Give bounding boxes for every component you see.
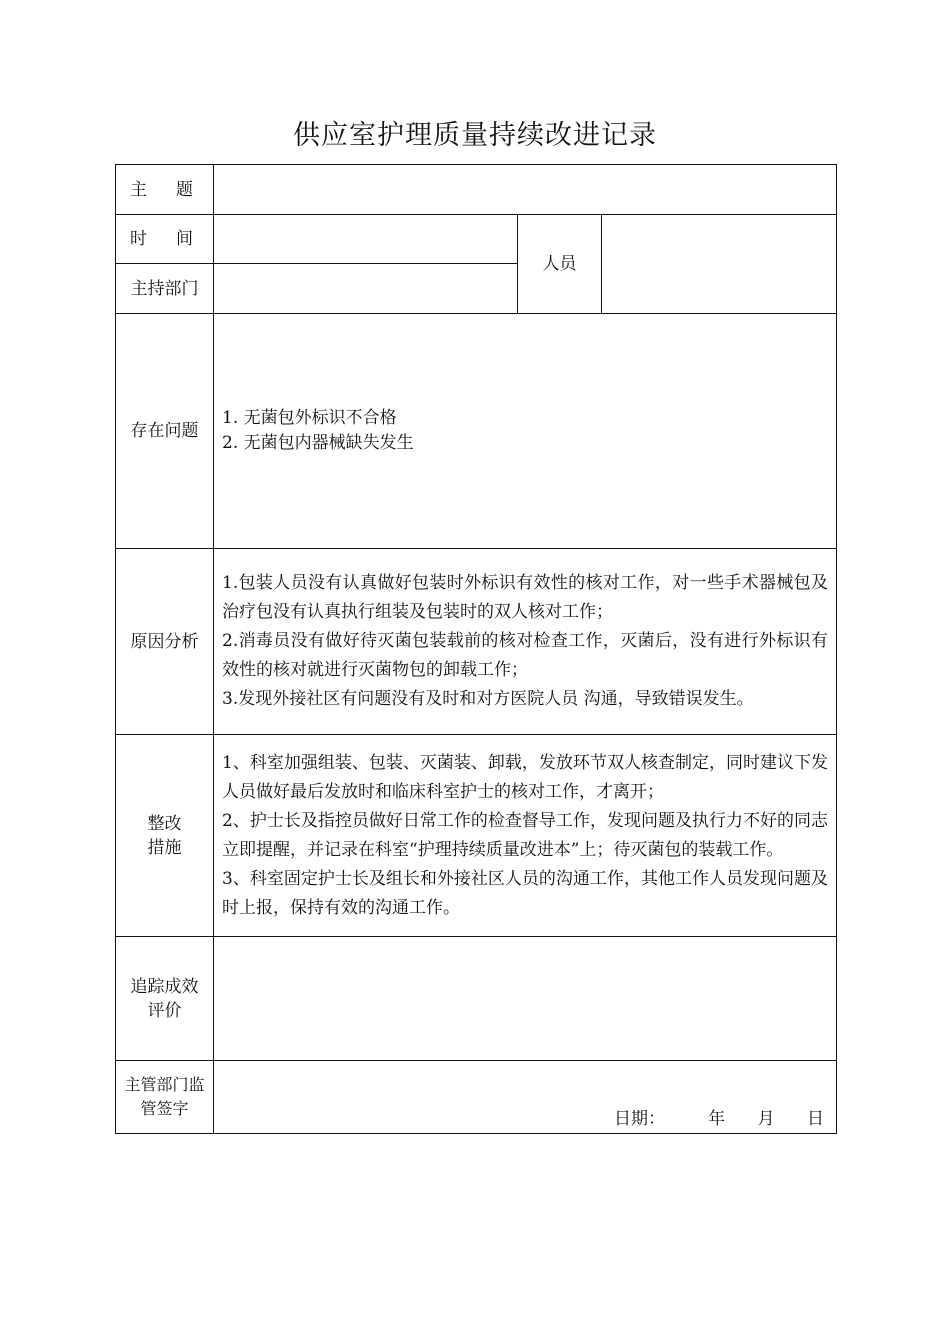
cause-item: 1.包装人员没有认真做好包装时外标识有效性的核对工作，对一些手术器械包及治疗包没有认真执行组装及包装时的双人核对工作；	[222, 573, 829, 622]
personnel-label: 人员	[518, 215, 602, 314]
problem-item: 2. 无菌包内器械缺失发生	[222, 433, 414, 453]
cause-label: 原因分析	[116, 549, 214, 735]
problem-item: 1. 无菌包外标识不合格	[222, 408, 397, 428]
topic-field[interactable]	[214, 165, 837, 215]
supervisor-label: 主管部门监 管签字	[116, 1061, 214, 1134]
rectify-item: 3、科室固定护士长及组长和外接社区人员的沟通工作，其他工作人员发现问题及时上报，保持有效的沟通工作。	[222, 868, 829, 918]
rectify-content	[214, 735, 837, 937]
signature-date: 日期： 年 月 日	[613, 1109, 825, 1129]
rectify-label: 整改 措施	[116, 735, 214, 937]
tracking-field[interactable]	[214, 937, 837, 1061]
cause-item: 3.发现外接社区有问题没有及时和对方医院人员 沟通，导致错误发生。	[222, 689, 754, 709]
time-field[interactable]	[214, 215, 518, 264]
personnel-field[interactable]	[602, 215, 837, 314]
time-label: 时 间	[116, 215, 214, 264]
cause-item: 2.消毒员没有做好待灭菌包装载前的核对检查工作，灭菌后，没有进行外标识有效性的核对就进行灭菌物包的卸载工作；	[222, 631, 829, 680]
cause-content	[214, 549, 837, 735]
rectify-item: 1、科室加强组装、包装、灭菌装、卸载，发放环节双人核查制定，同时建议下发人员做好最后发放时和临床科室护士的核对工作，才离开；	[222, 752, 829, 802]
problems-content	[214, 314, 837, 549]
rectify-item: 2、护士长及指控员做好日常工作的检查督导工作，发现问题及执行力不好的同志立即提醒，并记录在科室“护理持续质量改进本”上；待灭菌包的装载工作。	[222, 810, 829, 860]
problems-label: 存在问题	[116, 314, 214, 549]
page-title: 供应室护理质量持续改进记录	[293, 120, 657, 151]
topic-label: 主 题	[116, 165, 214, 215]
tracking-label: 追踪成效 评价	[116, 937, 214, 1061]
host-dept-field[interactable]	[214, 264, 518, 314]
host-dept-label: 主持部门	[116, 264, 214, 314]
record-table	[115, 164, 837, 1134]
signature-field[interactable]	[214, 1061, 837, 1134]
